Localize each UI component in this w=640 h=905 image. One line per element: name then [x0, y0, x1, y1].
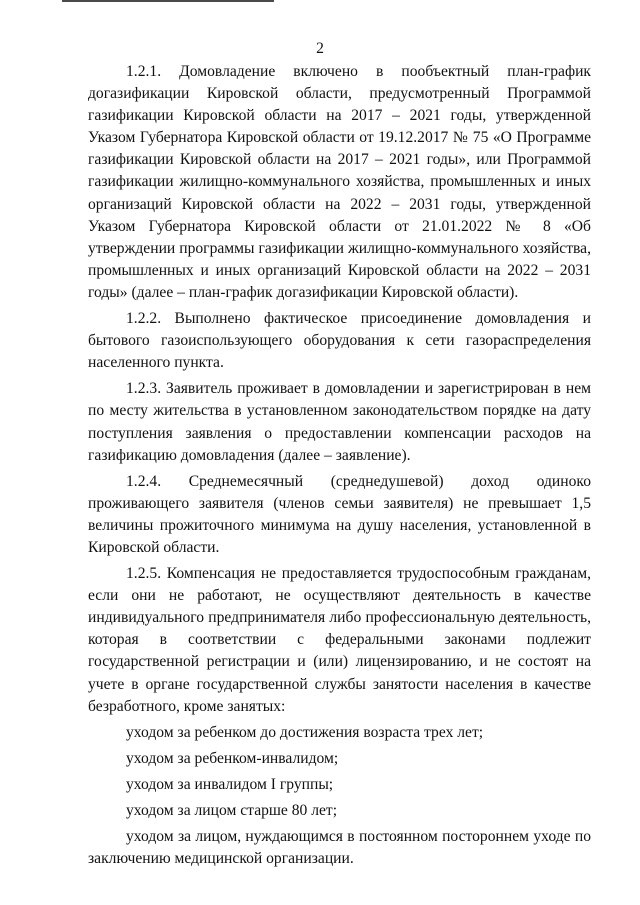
top-rule: [62, 0, 274, 2]
paragraph-1-2-1: 1.2.1. Домовладение включено в пообъектный план-график догазификации Кировской области, предусмотренный Программой газификации Кировской области на 2017 – 2021 годы, утвержденной Указом Губернатора Кировской области от 19.12.2017 № 75 «О Программе газификации Кировской области на 2017 – 2021 годы», или Программой газификации жилищно-коммунального хозяйства, промышленных и иных организаций Кировской области на 2022 – 2031 годы, утвержденной Указом Губернатора Кировской области от 21.01.2022 № 8 «Об утверждении программы газификации жилищно-коммунального хозяйства, промышленных и иных организаций Кировской области на 2022 – 2031 годы» (далее – план-график догазификации Кировской области).: [88, 63, 591, 301]
paragraph-1-2-3: 1.2.3. Заявитель проживает в домовладении и зарегистрирован в нем по месту жительства в установленном законодательством порядке на дату поступления заявления о предоставлении компенсации расходов на газификацию домовладения (далее – заявление).: [88, 380, 591, 464]
document-body: [88, 61, 591, 870]
paragraph-1-2-5: 1.2.5. Компенсация не предоставляется трудоспособным гражданам, если они не работают, не осуществляют деятельность в качестве индивидуального предпринимателя либо профессиональную деятельность, которая в соответствии с федеральными законами подлежит государственной регистрации и (или) лицензированию, и не состоят на учете в органе государственной службы занятости населения в качестве безработного, кроме занятых:: [88, 565, 591, 715]
list-item: уходом за ребенком-инвалидом;: [126, 749, 339, 767]
list-item: уходом за инвалидом I группы;: [126, 775, 334, 793]
page-number: 2: [316, 40, 324, 57]
paragraph-1-2-4: 1.2.4. Среднемесячный (среднедушевой) доход одиноко проживающего заявителя (членов семьи заявителя) не превышает 1,5 величины прожиточного минимума на душу населения, установленной в Кировской области.: [88, 472, 591, 556]
paragraph-1-2-2: 1.2.2. Выполнено фактическое присоединение домовладения и бытового газоиспользующего оборудования к сети газораспределения населенного пункта.: [88, 310, 591, 372]
list-item: уходом за лицом, нуждающимся в постоянном постороннем уходе по заключению медицинской организации.: [88, 828, 591, 868]
list-item: уходом за ребенком до достижения возраста трех лет;: [126, 723, 484, 741]
list-item: уходом за лицом старше 80 лет;: [126, 802, 338, 819]
